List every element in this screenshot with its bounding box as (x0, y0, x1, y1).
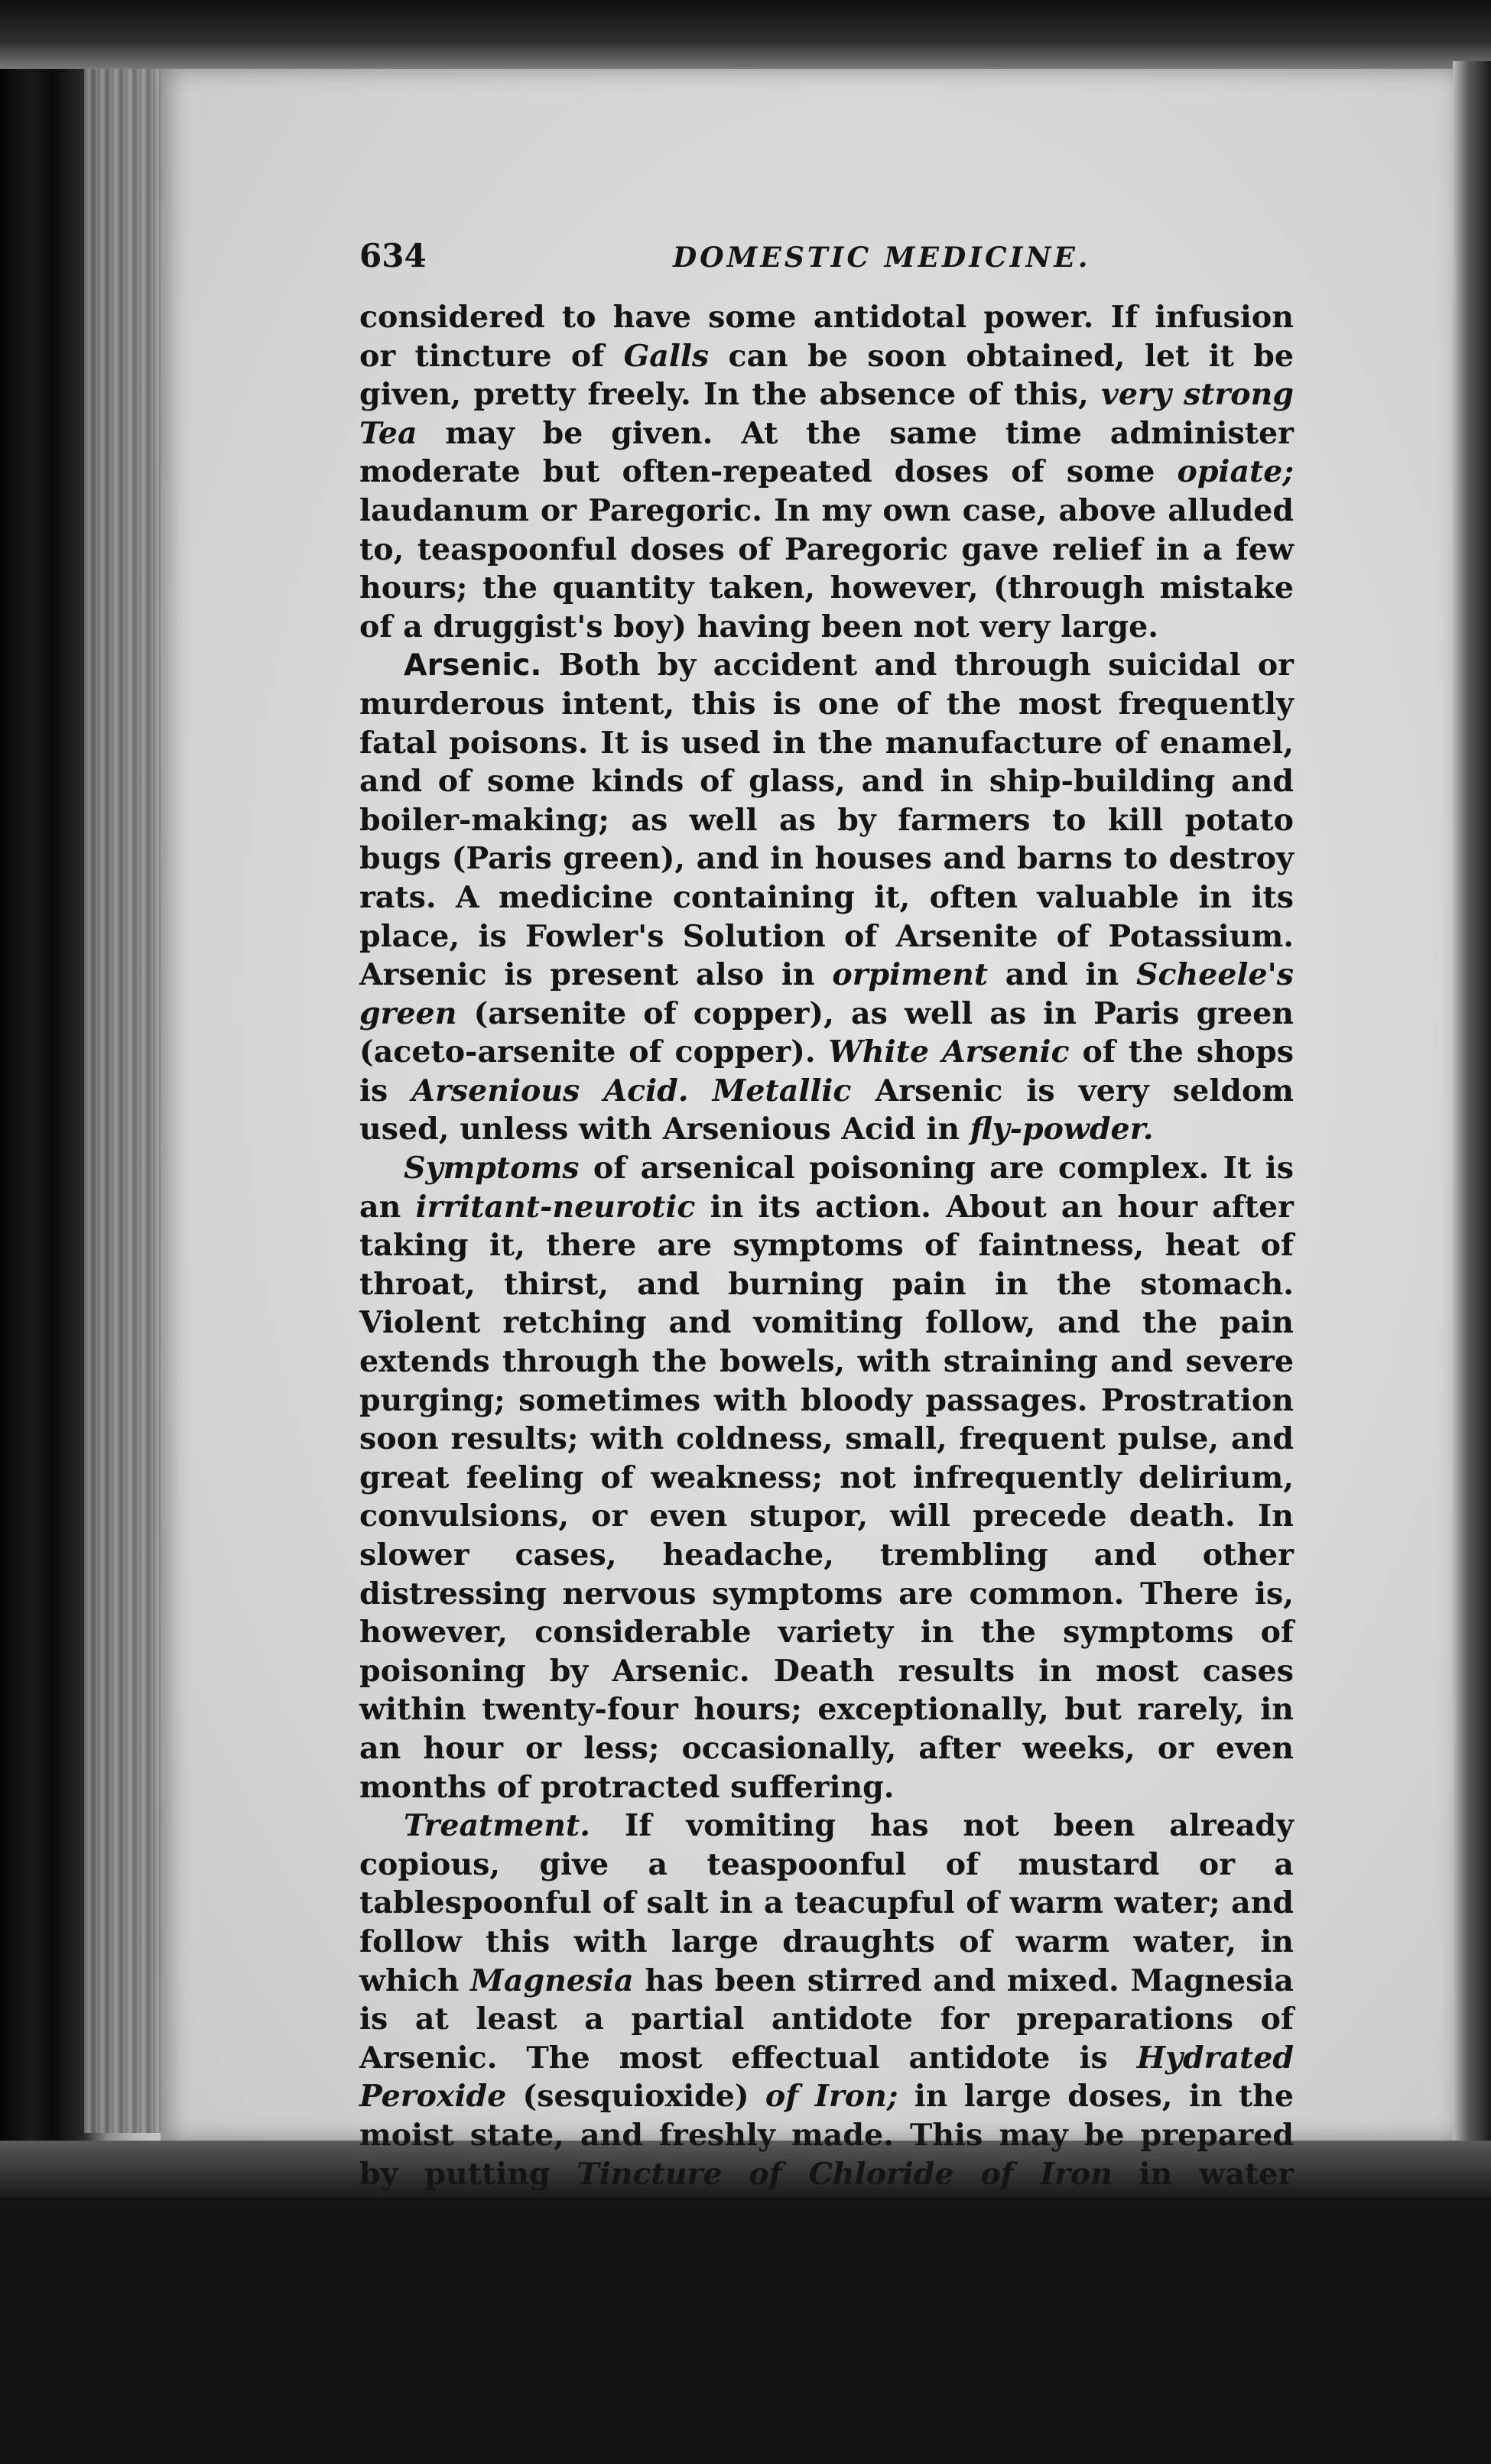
paragraph (359, 1149, 1294, 1807)
text-run: (arsenite of copper), as well as in Paris green (aceto-arsenite of copper). (359, 995, 1294, 1070)
text-run: Both by accident and through suicidal or murderous intent, this is one of the most frequently fatal poisons. It is used in the manufacture of enamel, and of some kinds of glass, and in ship-building and boiler-making; as well as by farmers to kill potato bugs (Paris green), and in houses and barns to destroy rats. A medicine containing it, often valuable in its place, is Fowler's Solution of Arsenite of Potassium. Arsenic is present also in (359, 648, 1294, 993)
text-run: laudanum or Paregoric. In my own case, above alluded to, teaspoonful doses of Paregoric gave relief in a few hours; the quantity taken, however, (through mistake of a druggist's boy) having been not very large. (359, 492, 1294, 644)
italic-text: Arsenious Acid. Metallic (411, 1073, 852, 1109)
scan-top-edge (0, 0, 1491, 69)
italic-text: very strong Tea (359, 377, 1294, 451)
italic-text: opiate; (1177, 454, 1294, 490)
italic-text: of Iron; (765, 2079, 898, 2115)
scan-right-edge (1453, 61, 1491, 2148)
text-run: in water (quantity not of very great consequence, use plenty of it), and then adding (359, 2156, 1294, 2269)
text-run: of the shops is (359, 1034, 1294, 1109)
text-run: in large doses, in the moist state, and freshly made. This may be prepared by putting (359, 2079, 1294, 2192)
running-head: DOMESTIC MEDICINE. (673, 242, 1091, 274)
page-header (359, 237, 1294, 283)
italic-text: Magnesia (470, 1962, 634, 1998)
paragraph (359, 298, 1294, 646)
paragraph (359, 646, 1294, 1149)
italic-text: Aqua Ammoniæ (772, 2233, 1055, 2269)
page-number: 634 (359, 237, 427, 274)
italic-text: Galls (623, 338, 710, 374)
italic-text: orpiment (832, 957, 989, 993)
italic-text: Treatment. (404, 1808, 590, 1844)
text-run: of arsenical poisoning are complex. It is an (359, 1151, 1294, 1225)
section-lead: Arsenic. (404, 648, 542, 683)
italic-text: Tincture of Chloride of Iron (577, 2156, 1113, 2192)
italic-text: Hydrated Peroxide (359, 2040, 1294, 2115)
text-run: and in (988, 957, 1136, 993)
text-run: (sesquioxide) (506, 2079, 765, 2115)
italic-text: Scheele's green (359, 957, 1294, 1031)
paragraph (359, 1807, 1294, 2464)
text-run: may be given. At the same time administer moderate but often-repeated doses of some (359, 415, 1294, 490)
text-run: (solution of Ammonia or hartshorn). A thick powder will be thus precipitated;—which, after washing it with clean water, may be given in tablespoonful doses as an antidote for Arsenic. After this has been freely given, or, in its absence, Magnesia, (359, 2233, 1294, 2462)
italic-text: Symptoms (404, 1151, 580, 1187)
text-run: considered to have some antidotal power. If infusion or tincture of (359, 300, 1294, 374)
text-run: in its action. About an hour after taking it, there are symptoms of faintness, heat of throat, thirst, and burning pain in the stomach. Violent retching and vomiting follow, and the pain extends through the bowels, with straining and severe purging; sometimes with bloody passages. Prostration soon results; with coldness, small, frequent pulse, and great feeling of weakness; not infrequently delirium, convulsions, or even stupor, will precede death. In slower cases, headache, trembling and other distressing nervous symptoms are common. There is, however, considerable variety in the symptoms of poisoning by Arsenic. Death results in most cases within twenty-four hours; exceptionally, but rarely, in an hour or less; occasionally, after weeks, or even months of protracted suffering. (359, 1189, 1294, 1805)
text-run: can be soon obtained, let it be given, pretty freely. In the absence of this, (359, 338, 1294, 413)
text-run: If vomiting has not been already copious, give a teaspoonful of mustard or a tablespoonful of salt in a teacupful of warm water; and follow this with large draughts of warm water, in which (359, 1808, 1294, 1998)
text-run: Arsenic is very seldom used, unless with Arsenious Acid in (359, 1073, 1294, 1148)
text-run: has been stirred and mixed. Magnesia is at least a partial antidote for preparations of Arsenic. The most effectual antidote is (359, 1962, 1294, 2076)
body-text (359, 298, 1294, 2464)
italic-text: irritant-neurotic (415, 1189, 696, 1225)
italic-text: fly-powder. (970, 1112, 1154, 1148)
italic-text: White Arsenic (828, 1034, 1070, 1070)
